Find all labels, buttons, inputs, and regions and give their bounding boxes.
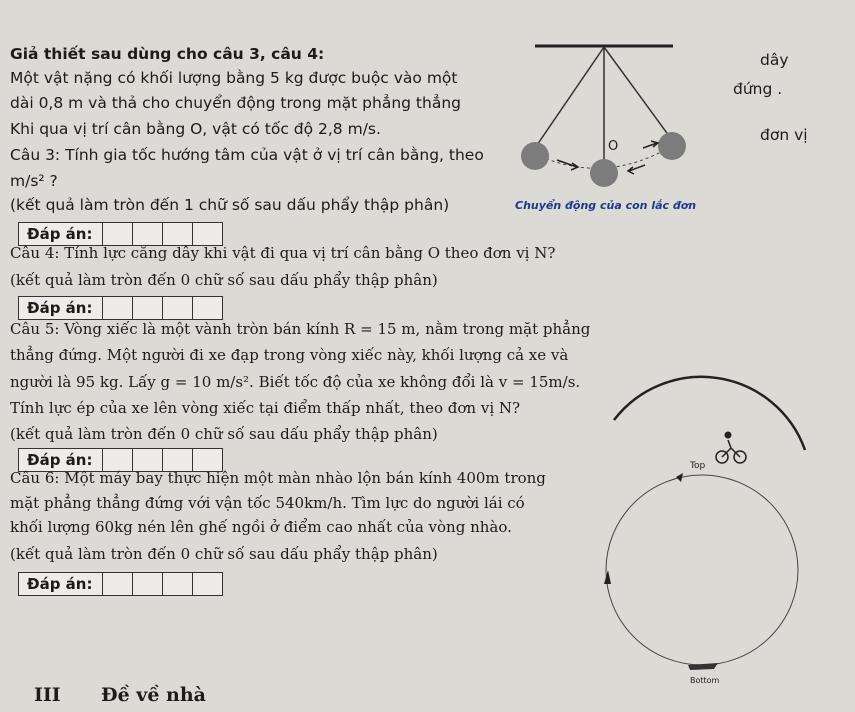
intro-line-1-tail: dây [760,51,789,69]
q5-note: (kết quả làm tròn đến 0 chữ số sau dấu phẩy thập phân) [10,425,438,443]
answer-cell[interactable] [193,223,222,245]
loop-bottom-label: Bottom [690,676,720,685]
airplane-loop-circle [606,475,798,665]
pendulum-bob-center [590,159,618,187]
loop-top-label: Top [690,461,706,471]
answer-cell[interactable] [193,449,222,471]
q5-answer-label: Đáp án: [19,449,103,471]
answer-cell[interactable] [133,573,163,595]
q3-note: (kết quả làm tròn đến 1 chữ số sau dấu phẩy thập phân) [10,196,450,214]
intro-line-2: dài 0,8 m và thả cho chuyển động trong mặt phẳng thẳng [10,94,461,112]
section-number: III [34,684,61,706]
intro-line-3: Khi qua vị trí cân bằng O, vật có tốc độ 2,8 m/s. [10,120,381,138]
answer-cell[interactable] [163,223,193,245]
pendulum-string-right [604,47,672,140]
q6-answer-box[interactable] [18,572,223,596]
answer-cell[interactable] [163,449,193,471]
intro-line-2-tail: đứng . [733,80,783,98]
answer-cell[interactable] [133,223,163,245]
intro-title: Giả thiết sau dùng cho câu 3, câu 4: [10,45,325,63]
pendulum-bob-left [521,142,549,170]
circus-loop-figure [600,300,850,470]
q4-line-1: Câu 4: Tính lực căng dây khi vật đi qua vị trí cân bằng O theo đơn vị N? [10,244,556,262]
q3-line-1-tail: đơn vị [760,126,808,144]
airplane-top-icon [676,473,683,482]
airplane-side-icon [604,570,611,584]
q4-answer-label: Đáp án: [19,297,103,319]
q3-line-1: Câu 3: Tính gia tốc hướng tâm của vật ở vị trí cân bằng, theo [10,146,484,164]
q6-line-1: Câu 6: Một máy bay thực hiện một màn nhào lộn bán kính 400m trong [10,469,546,487]
answer-cell[interactable] [133,297,163,319]
section-title: Đề về nhà [101,684,206,706]
airplane-loop-figure [590,458,815,688]
answer-cell[interactable] [103,297,133,319]
answer-cell[interactable] [103,223,133,245]
pendulum-figure [505,36,735,218]
answer-cell[interactable] [163,297,193,319]
pendulum-caption: Chuyển động của con lắc đơn [515,199,697,212]
intro-line-1: Một vật nặng có khối lượng bằng 5 kg được buộc vào một [10,69,458,87]
answer-cell[interactable] [193,573,222,595]
q6-line-2: mặt phẳng thẳng đứng với vận tốc 540km/h. Tìm lực do người lái có [10,494,525,512]
q3-answer-box[interactable] [18,222,223,246]
answer-cell[interactable] [133,449,163,471]
q4-note: (kết quả làm tròn đến 0 chữ số sau dấu phẩy thập phân) [10,271,438,289]
q3-line-2: m/s² ? [10,172,58,190]
answer-cell[interactable] [193,297,222,319]
q6-note: (kết quả làm tròn đến 0 chữ số sau dấu phẩy thập phân) [10,545,438,563]
q5-line-4: Tính lực ép của xe lên vòng xiếc tại điểm thấp nhất, theo đơn vị N? [10,399,521,417]
answer-cell[interactable] [103,573,133,595]
pendulum-point-label: O [608,139,619,154]
q4-answer-box[interactable] [18,296,223,320]
answer-cell[interactable] [163,573,193,595]
q6-answer-label: Đáp án: [19,573,103,595]
q3-answer-label: Đáp án: [19,223,103,245]
circus-loop-arc [614,377,805,450]
pendulum-bob-right [658,132,686,160]
answer-cell[interactable] [103,449,133,471]
q5-line-1: Câu 5: Vòng xiếc là một vành tròn bán kính R = 15 m, nằm trong mặt phẳng [10,320,591,338]
q5-line-2: thẳng đứng. Một người đi xe đạp trong vòng xiếc này, khối lượng cả xe và [10,346,569,364]
pendulum-string-left [535,47,604,148]
q5-line-3: người là 95 kg. Lấy g = 10 m/s². Biết tốc độ của xe không đổi là v = 15m/s. [10,373,581,391]
q6-line-3: khối lượng 60kg nén lên ghế ngồi ở điểm cao nhất của vòng nhào. [10,518,512,536]
